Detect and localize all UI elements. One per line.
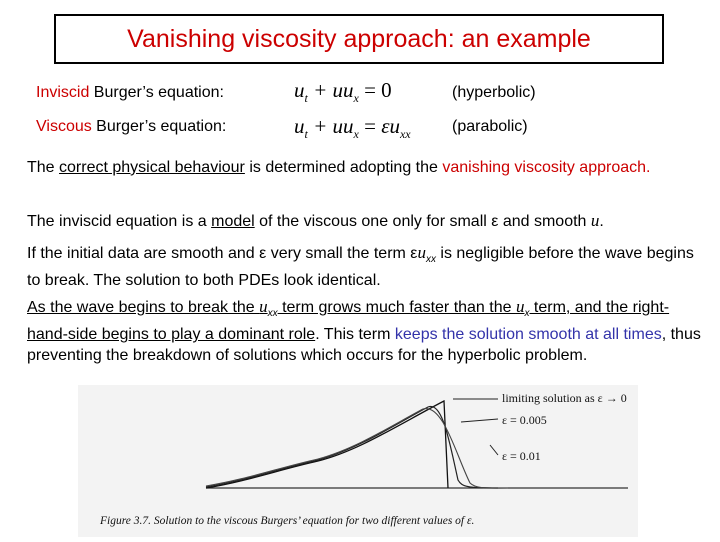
inviscid-formula: $u_t + uu_x = 0$	[294, 78, 392, 106]
paragraph-model	[27, 210, 707, 232]
viscous-formula: $u_t + uu_x = \varepsilon u_{xx}$	[294, 114, 411, 142]
text: .	[599, 213, 604, 230]
text: The	[27, 159, 60, 176]
math-var: u	[417, 243, 426, 262]
math-var: u	[259, 297, 268, 316]
underlined-text: correct physical behaviour	[59, 159, 245, 176]
viscous-word: Viscous	[36, 118, 92, 135]
text: term, and the right-hand-side begins to play a dominant role	[27, 299, 670, 344]
viscous-rest: Burger’s equation:	[91, 118, 227, 135]
text: . This term	[315, 326, 395, 344]
text: If the initial data are smooth and ε very small the term ε	[27, 245, 418, 262]
underlined-text: model	[211, 213, 255, 230]
text: , thus preventing the breakdown of solutions which occurs for the hyperbolic problem.	[27, 326, 701, 365]
hyperbolic-label: (hyperbolic)	[452, 84, 536, 101]
text: As the wave begins to break the	[27, 299, 260, 316]
text: The inviscid equation is a	[27, 213, 212, 230]
paragraph-correct-behaviour	[27, 157, 707, 178]
highlight-text: vanishing viscosity approach	[442, 159, 647, 176]
solution-figure	[78, 385, 638, 537]
inviscid-rest: Burger’s equation:	[89, 84, 224, 101]
math-sub: xx	[267, 308, 278, 320]
slide-title: Vanishing viscosity approach: an example	[127, 24, 591, 53]
curve-eps-001	[206, 409, 508, 489]
legend-eps-001: ε = 0.01	[502, 449, 541, 463]
math-var: u	[515, 297, 525, 316]
math-var: u	[590, 211, 600, 230]
text: term grows much faster than the	[277, 299, 516, 316]
text: is negligible before the wave begins to break. The solution to both PDEs look identical.	[27, 245, 694, 290]
viscous-label	[36, 118, 226, 136]
inviscid-label	[36, 84, 224, 102]
figure-caption: Figure 3.7. Solution to the viscous Burgers’ equation for two different values of ε.	[100, 515, 475, 527]
highlight-text: keeps the solution smooth at all times	[394, 326, 662, 344]
curve-eps-0005	[206, 406, 498, 488]
legend-eps-0005: ε = 0.005	[502, 413, 547, 427]
math-sub: x	[524, 308, 530, 320]
text: is determined adopting the	[244, 159, 443, 176]
title-box	[54, 14, 664, 64]
paragraph-wave-break	[27, 296, 707, 366]
legend-leader-eps2	[490, 445, 498, 455]
text: of the viscous one only for small ε and smooth	[254, 213, 591, 230]
limiting-curve	[206, 401, 448, 488]
parabolic-label: (parabolic)	[452, 118, 528, 135]
math-sub: xx	[425, 254, 436, 266]
paragraph-smooth-data	[27, 242, 707, 291]
legend-leader-eps1	[461, 419, 498, 422]
text: .	[646, 159, 651, 176]
legend-limit: limiting solution as ε → 0	[502, 391, 627, 405]
inviscid-word: Inviscid	[36, 84, 90, 101]
